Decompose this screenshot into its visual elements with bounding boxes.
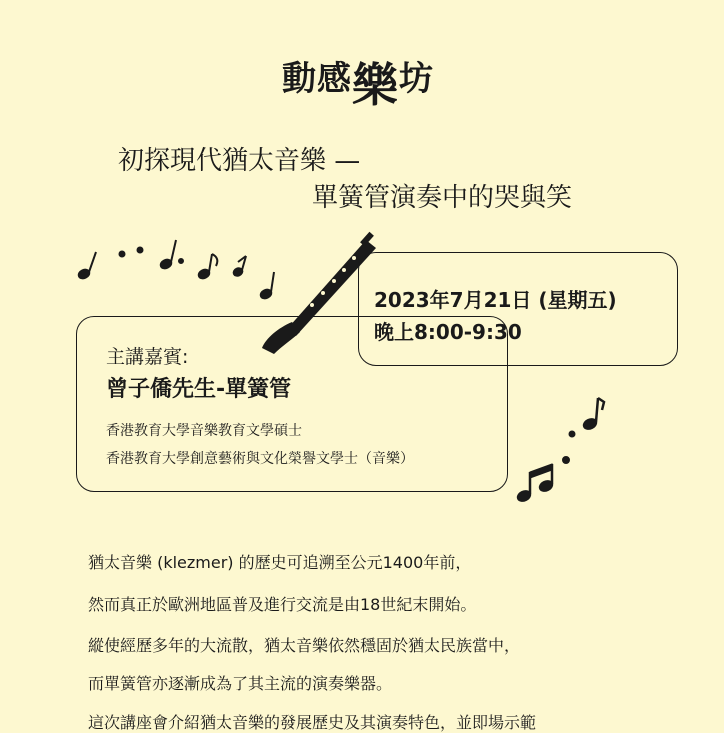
speaker-label: 主講嘉賓: [106, 346, 189, 368]
body-paragraph-line-3: 縱使經歷多年的大流散，猶太音樂依然穩固於猶太民族當中， [88, 636, 521, 655]
title-line-2: 單簧管演奏中的哭與笑 [312, 183, 573, 213]
speaker-credential-1: 香港教育大學音樂教育文學碩士 [106, 423, 302, 439]
logo-char-3: 樂 [352, 58, 399, 112]
logo-char-1: 動 [282, 59, 317, 99]
body-paragraph-line-5: 這次講座會介紹猶太音樂的發展歷史及其演奏特色，並即場示範 [88, 713, 537, 732]
music-notes-bottom-icon [516, 398, 604, 503]
title-line-1: 初探現代猶太音樂 — [118, 146, 361, 176]
music-notes-top-icon [77, 240, 274, 301]
body-paragraph-line-2: 然而真正於歐洲地區普及進行交流是由18世紀末開始。 [88, 595, 477, 614]
body-paragraph-line-4: 而單簧管亦逐漸成為了其主流的演奏樂器。 [88, 674, 393, 693]
speaker-name: 曾子僑先生-單簧管 [106, 377, 292, 402]
logo-char-4: 坊 [399, 59, 434, 99]
speaker-credential-2: 香港教育大學創意藝術與文化榮譽文學士（音樂） [106, 451, 414, 467]
logo-char-2: 感 [317, 59, 352, 99]
body-paragraph-line-1: 猶太音樂 (klezmer) 的歷史可追溯至公元1400年前， [88, 553, 472, 572]
event-time: 晚上8:00-9:30 [374, 320, 522, 344]
event-date: 2023年7月21日 (星期五) [374, 288, 617, 312]
